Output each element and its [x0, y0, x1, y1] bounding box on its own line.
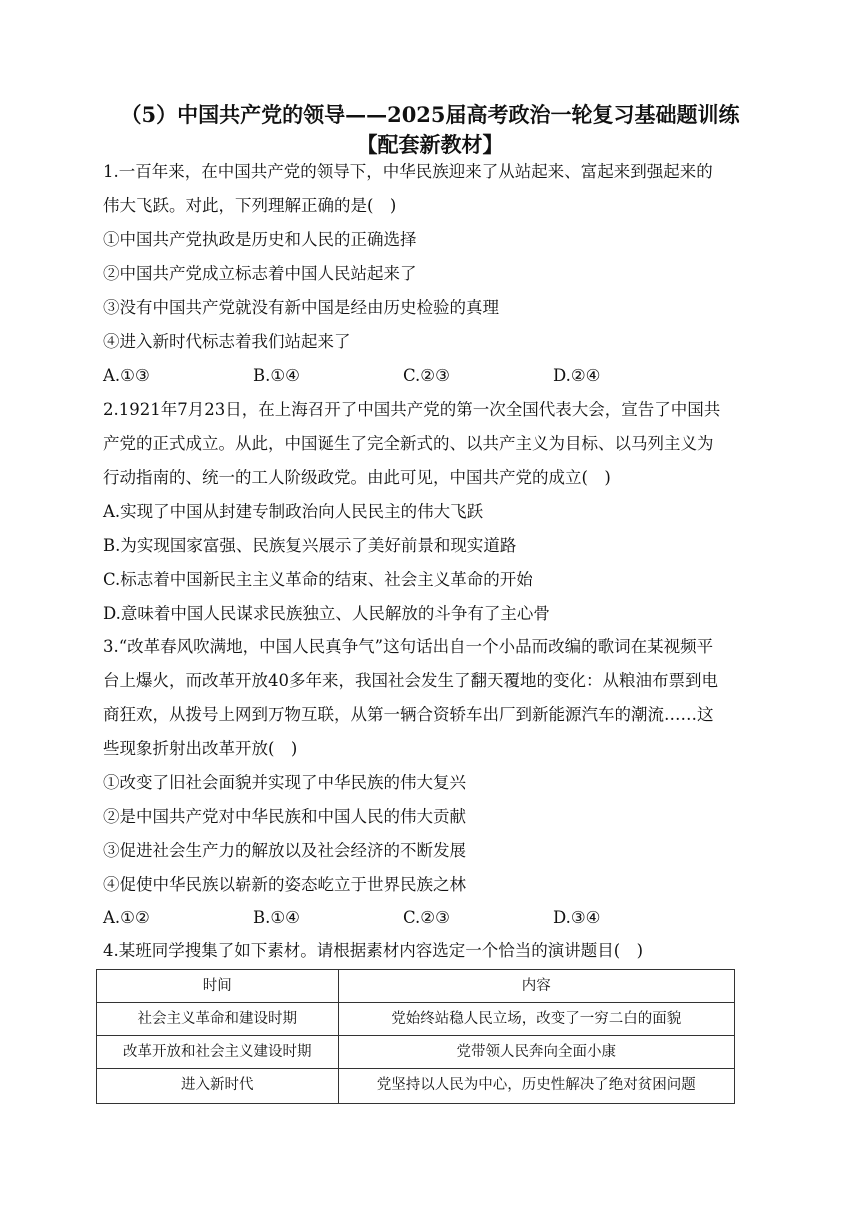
table-cell-content: 党坚持以人民为中心，历史性解决了绝对贫困问题	[338, 1069, 734, 1104]
question-stem-line: 台上爆火，而改革开放40多年来，我国社会发生了翻天覆地的变化：从粮油布票到电	[103, 671, 718, 690]
option-d: D.③④	[553, 908, 601, 927]
statement: ①中国共产党执政是历史和人民的正确选择	[103, 230, 417, 249]
table-row	[97, 1003, 735, 1036]
table-cell-time: 进入新时代	[97, 1069, 339, 1104]
question-stem-line: 些现象折射出改革开放( )	[103, 739, 298, 758]
statement: ②是中国共产党对中华民族和中国人民的伟大贡献	[103, 807, 466, 826]
table-row	[97, 1069, 735, 1104]
option-b: B.①④	[253, 366, 300, 385]
option-b: B.①④	[253, 908, 300, 927]
choice-a: A.实现了中国从封建专制政治向人民民主的伟大飞跃	[103, 502, 484, 521]
option-d: D.②④	[553, 366, 601, 385]
option-a: A.①②	[103, 908, 150, 927]
question-stem-line: 4.某班同学搜集了如下素材。请根据素材内容选定一个恰当的演讲题目( )	[103, 941, 644, 960]
question-stem-line: 行动指南的、统一的工人阶级政党。由此可见，中国共产党的成立( )	[103, 468, 611, 487]
page-title: （5）中国共产党的领导——2025届高考政治一轮复习基础题训练	[120, 102, 740, 127]
choice-b: B.为实现国家富强、民族复兴展示了美好前景和现实道路	[103, 536, 517, 555]
option-a: A.①③	[103, 366, 150, 385]
question-stem-line: 伟大飞跃。对此，下列理解正确的是( )	[103, 196, 397, 215]
table-header-content: 内容	[338, 970, 734, 1003]
table-header-row	[97, 970, 735, 1003]
question-stem-line: 1.一百年来，在中国共产党的领导下，中华民族迎来了从站起来、富起来到强起来的	[103, 162, 713, 181]
material-table	[96, 969, 735, 1104]
statement: ①改变了旧社会面貌并实现了中华民族的伟大复兴	[103, 773, 466, 792]
statement: ④促使中华民族以崭新的姿态屹立于世界民族之林	[103, 875, 466, 894]
statement: ②中国共产党成立标志着中国人民站起来了	[103, 264, 417, 283]
question-stem-line: 产党的正式成立。从此，中国诞生了完全新式的、以共产主义为目标、以马列主义为	[103, 434, 714, 453]
table-cell-time: 改革开放和社会主义建设时期	[97, 1036, 339, 1069]
table-row	[97, 1036, 735, 1069]
table-cell-content: 党始终站稳人民立场，改变了一穷二白的面貌	[338, 1003, 734, 1036]
statement: ④进入新时代标志着我们站起来了	[103, 332, 351, 351]
statement: ③促进社会生产力的解放以及社会经济的不断发展	[103, 841, 466, 860]
option-c: C.②③	[403, 366, 450, 385]
question-stem-line: 3.“改革春风吹满地，中国人民真争气”这句话出自一个小品而改编的歌词在某视频平	[103, 637, 714, 656]
question-stem-line: 2.1921年7月23日，在上海召开了中国共产党的第一次全国代表大会，宣告了中国共	[103, 400, 721, 419]
table-cell-time: 社会主义革命和建设时期	[97, 1003, 339, 1036]
question-stem-line: 商狂欢，从拨号上网到万物互联，从第一辆合资轿车出厂到新能源汽车的潮流……这	[103, 705, 714, 724]
option-c: C.②③	[403, 908, 450, 927]
page-subtitle: 【配套新教材】	[356, 132, 504, 157]
choice-c: C.标志着中国新民主主义革命的结束、社会主义革命的开始	[103, 570, 533, 589]
choice-d: D.意味着中国人民谋求民族独立、人民解放的斗争有了主心骨	[103, 604, 550, 623]
statement: ③没有中国共产党就没有新中国是经由历史检验的真理	[103, 298, 499, 317]
table-header-time: 时间	[97, 970, 339, 1003]
table-cell-content: 党带领人民奔向全面小康	[338, 1036, 734, 1069]
